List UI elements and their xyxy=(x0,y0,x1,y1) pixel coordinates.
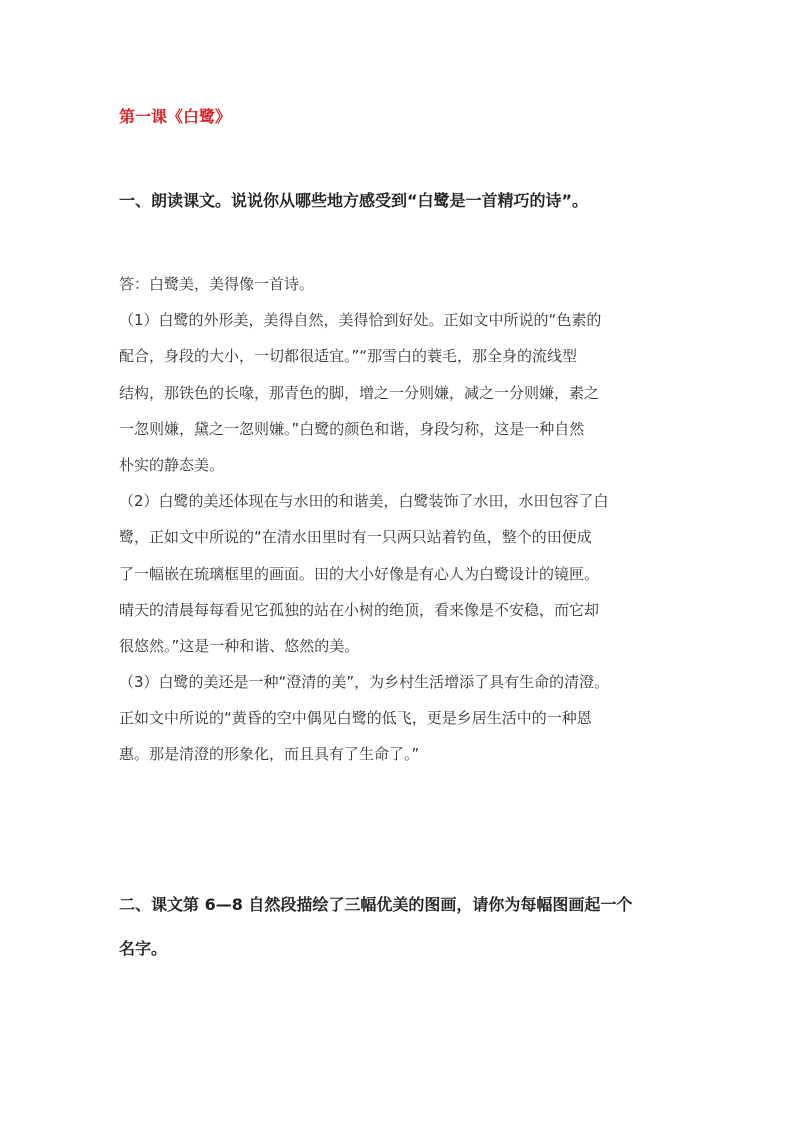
answer-line: 晴天的清晨每每看见它孤独的站在小树的绝顶，看来像是不安稳，而它却 xyxy=(119,600,600,619)
answer-line: 结构，那铁色的长喙，那青色的脚，增之一分则嫌，减之一分则嫌，素之 xyxy=(119,383,600,402)
answer-line: 很悠然。”这是一种和谐、悠然的美。 xyxy=(119,636,360,655)
answer-line: 一忽则嫌，黛之一忽则嫌。”白鹭的颜色和谐，身段匀称，这是一种自然 xyxy=(119,419,585,438)
question-1: 一、朗读课文。说说你从哪些地方感受到“白鹭是一首精巧的诗”。 xyxy=(119,191,589,210)
answer-line: 鹭，正如文中所说的“在清水田里时有一只两只站着钓鱼，整个的田便成 xyxy=(119,528,592,547)
answer-line: 惠。那是清澄的形象化，而且具有了生命了。” xyxy=(119,745,420,764)
question-2-line: 名字。 xyxy=(119,939,168,958)
question-2 xyxy=(119,893,679,981)
question-2-line: 二、课文第 6—8 自然段描绘了三幅优美的图画，请你为每幅图画起一个 xyxy=(119,895,633,914)
lesson-title: 第一课《白鹭》 xyxy=(119,107,232,126)
answer-line: 答：白鹭美，美得像一首诗。 xyxy=(119,275,315,293)
answer-line: 配合，身段的大小，一切都很适宜。”“那雪白的蓑毛，那全身的流线型 xyxy=(119,347,578,366)
answer-line: （2）白鹭的美还体现在与水田的和谐美，白鹭装饰了水田，水田包容了白 xyxy=(119,492,609,511)
answer-line: 正如文中所说的“黄昏的空中偶见白鹭的低飞，更是乡居生活中的一种恩 xyxy=(119,709,592,728)
answer-line: 了一幅嵌在琉璃框里的画面。田的大小好像是有心人为白鹭设计的镜匣。 xyxy=(119,564,600,583)
answer-block xyxy=(119,272,679,779)
answer-line: （1）白鹭的外形美，美得自然，美得恰到好处。正如文中所说的“色素的 xyxy=(119,311,602,330)
answer-line: （3）白鹭的美还是一种“澄清的美”，为乡村生活增添了具有生命的清澄。 xyxy=(119,673,610,692)
answer-line: 朴实的静态美。 xyxy=(119,455,225,474)
